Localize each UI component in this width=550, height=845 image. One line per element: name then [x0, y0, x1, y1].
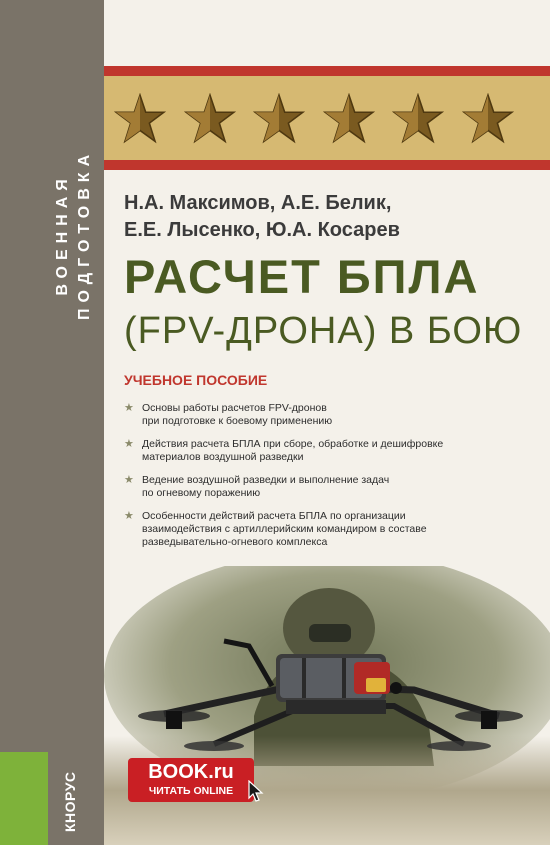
authors-line-2: Е.Е. Лысенко, Ю.А. Косарев	[124, 219, 400, 241]
series-line-2: ПОДГОТОВКА	[76, 148, 93, 320]
feature-item: ★ Основы работы расчетов FPV-дронов при подготовке к боевому применению	[124, 402, 333, 427]
feature-list	[122, 402, 502, 559]
star-icon	[462, 93, 514, 145]
bullet-star-icon: ★	[124, 474, 134, 486]
publisher-name: КНОРУС	[62, 771, 78, 832]
book-title-line-2: (FPV-ДРОНА) В БОЮ	[124, 310, 523, 352]
bullet-star-icon: ★	[124, 402, 134, 414]
series-line-1: ВОЕННАЯ	[54, 173, 71, 296]
star-icon	[184, 93, 236, 145]
star-row	[114, 88, 514, 150]
drone-photo	[104, 566, 550, 845]
authors-line-1: Н.А. Максимов, А.Е. Белик,	[124, 192, 392, 214]
bullet-star-icon: ★	[124, 510, 134, 522]
star-icon	[392, 93, 444, 145]
red-stripe-bottom	[104, 160, 550, 170]
red-stripe-top	[104, 66, 550, 76]
book-ru-badge[interactable]	[128, 758, 254, 802]
feature-item: ★ Ведение воздушной разведки и выполнение задач по огневому поражению	[124, 474, 390, 499]
book-title-line-1: РАСЧЕТ БПЛА	[124, 250, 480, 303]
star-icon	[253, 93, 305, 145]
feature-item: ★ Особенности действий расчета БПЛА по организации взаимодействия с артиллерийским командиром в составе разведывательно-огневого комплекса	[124, 510, 427, 548]
star-icon	[114, 93, 166, 145]
badge-main-text: BOOK.ru	[148, 761, 234, 783]
authors	[124, 190, 524, 244]
feature-item: ★ Действия расчета БПЛА при сборе, обработке и дешифровке материалов воздушной разведки	[124, 438, 444, 463]
series-label	[52, 149, 96, 320]
spine-band	[0, 0, 104, 845]
book-type-label: УЧЕБНОЕ ПОСОБИЕ	[124, 372, 268, 388]
badge-sub-text: ЧИТАТЬ ONLINE	[148, 785, 234, 797]
cursor-icon	[248, 780, 266, 802]
publisher-color-block	[0, 752, 48, 845]
star-icon	[323, 93, 375, 145]
bullet-star-icon: ★	[124, 438, 134, 450]
